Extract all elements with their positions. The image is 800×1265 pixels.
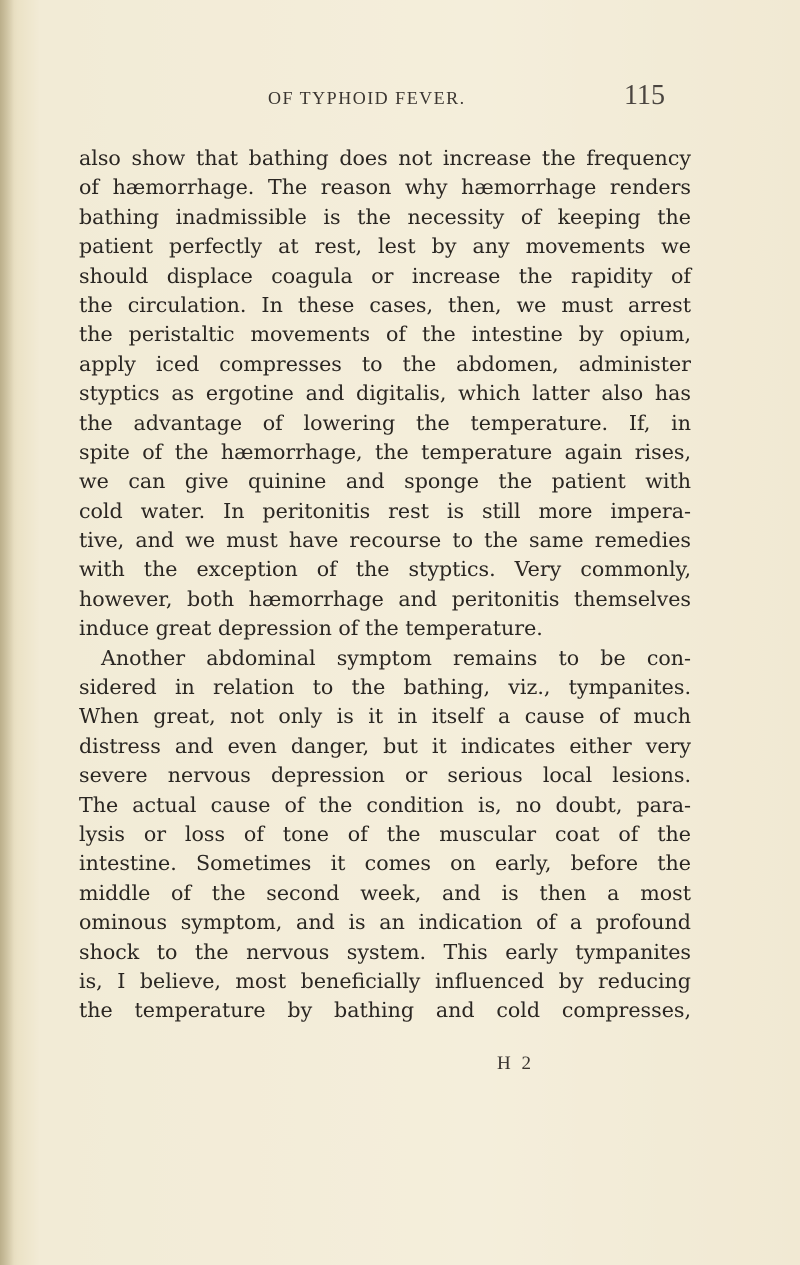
text-line: When great, not only is it in itself a cause of much — [79, 704, 691, 729]
text-line: we can give quinine and sponge the patient with — [79, 469, 691, 494]
text-line: spite of the hæmorrhage, the temperature again rises, — [79, 439, 691, 464]
text-line: of hæmorrhage. The reason why hæmorrhage renders — [79, 175, 691, 200]
text-line: bathing inadmissible is the necessity of keeping the — [79, 204, 691, 229]
text-line: distress and even danger, but it indicates either very — [79, 733, 691, 758]
page-number: 115 — [624, 80, 665, 111]
signature-mark: H 2 — [497, 1053, 534, 1074]
running-title: OF TYPHOID FEVER. — [268, 88, 466, 108]
text-line: styptics as ergotine and digitalis, which latter also has — [79, 381, 691, 406]
text-line: The actual cause of the condition is, no doubt, para- — [79, 792, 691, 817]
text-line: intestine. Sometimes it comes on early, before the — [79, 851, 691, 876]
running-head — [0, 80, 800, 116]
text-line: sidered in relation to the bathing, viz., tympanites. — [79, 675, 691, 700]
body-text — [79, 144, 691, 1026]
text-line: apply iced compresses to the abdomen, administer — [79, 351, 691, 376]
text-line: should displace coagula or increase the rapidity of — [79, 263, 691, 288]
text-line: lysis or loss of tone of the muscular coat of the — [79, 821, 691, 846]
text-line: also show that bathing does not increase the frequency — [79, 146, 691, 170]
spine-shadow — [0, 0, 14, 1265]
text-line: patient perfectly at rest, lest by any movements we — [79, 234, 691, 259]
text-line: tive, and we must have recourse to the same remedies — [79, 528, 691, 553]
text-line: the temperature by bathing and cold compresses, — [79, 998, 691, 1023]
text-line: the circulation. In these cases, then, we must arrest — [79, 292, 691, 317]
text-line: cold water. In peritonitis rest is still more impera- — [79, 498, 691, 523]
text-line: is, I believe, most beneficially influenced by reducing — [79, 968, 691, 993]
paragraph-start-line: Another abdominal symptom remains to be con- — [101, 645, 691, 670]
text-line: the peristaltic movements of the intestine by opium, — [79, 322, 691, 347]
text-line: with the exception of the styptics. Very commonly, — [79, 557, 691, 582]
text-line: the advantage of lowering the temperature. If, in — [79, 410, 691, 435]
text-line: middle of the second week, and is then a most — [79, 880, 691, 905]
paragraph-end-line: induce great depression of the temperature. — [79, 616, 543, 641]
text-line: shock to the nervous system. This early tympanites — [79, 939, 691, 964]
text-line: severe nervous depression or serious local lesions. — [79, 763, 691, 788]
text-line: however, both hæmorrhage and peritonitis themselves — [79, 586, 691, 611]
text-line: ominous symptom, and is an indication of a profound — [79, 910, 691, 935]
